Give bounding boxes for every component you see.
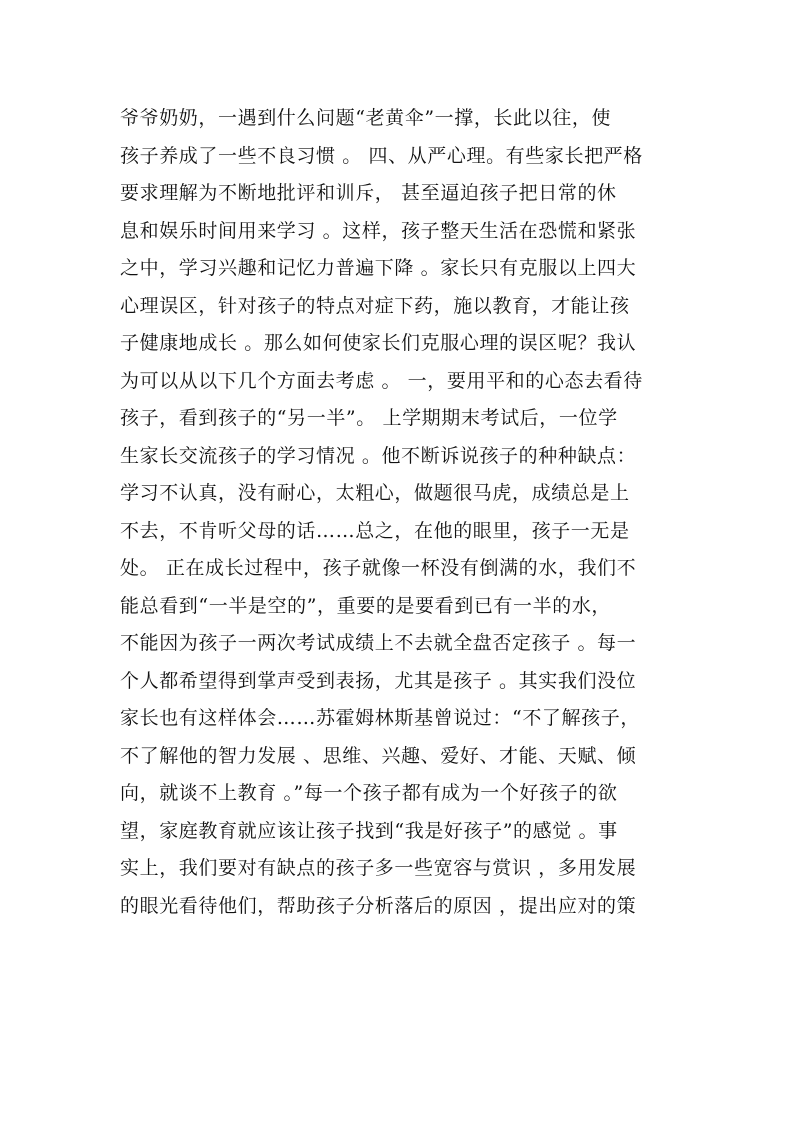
text-line: 子健康地成长 。那么如何使家长们克服心理的误区呢？我认 <box>120 332 637 354</box>
text-line: 为可以从以下几个方面去考虑 。 一，要用平和的心态去看待 <box>120 369 643 392</box>
text-line: 向，就谈不上教育 。”每一个孩子都有成为一个好孩子的欲 <box>120 782 618 804</box>
text-line: 实上，我们要对有缺点的孩子多一些宽容与赏识 ，多用发展 <box>120 857 637 879</box>
text-line: 不了解他的智力发展 、思维、兴趣、爱好、才能、天赋、倾 <box>120 744 637 767</box>
text-line: 望，家庭教育就应该让孩子找到“我是好孩子”的感觉 。事 <box>120 819 618 842</box>
text-line: 爷爷奶奶，一遇到什么问题“老黄伞”一撑，长此以往，使 <box>120 107 612 129</box>
text-line: 家长也有这样体会……苏霍姆林斯基曾说过：“不了解孩子， <box>120 707 640 729</box>
text-line: 不去，不肯听父母的话……总之，在他的眼里，孩子一无是 <box>120 519 630 542</box>
text-line: 学习不认真，没有耐心，太粗心，做题很马虎，成绩总是上 <box>120 482 630 504</box>
text-line: 的眼光看待他们，帮助孩子分析落后的原因 ，提出应对的策 <box>120 894 637 917</box>
text-line: 要求理解为不断地批评和训斥， 甚至逼迫孩子把日常的休 <box>120 182 617 204</box>
text-line: 孩子，看到孩子的“另一半”。 上学期期末考试后，一位学 <box>120 407 618 429</box>
text-line: 不能因为孩子一两次考试成绩上不去就全盘否定孩子 。每一 <box>120 632 637 654</box>
text-line: 心理误区，针对孩子的特点对症下药，施以教育，才能让孩 <box>120 294 630 317</box>
text-line: 息和娱乐时间用来学习 。这样，孩子整天生活在恐慌和紧张 <box>120 219 637 242</box>
text-line: 之中，学习兴趣和记忆力普遍下降 。家长只有克服以上四大 <box>120 257 637 279</box>
body-text <box>120 100 680 925</box>
text-line: 孩子养成了一些不良习惯 。 四、从严心理。有些家长把严格 <box>120 144 643 167</box>
text-line: 生家长交流孩子的学习情况 。他不断诉说孩子的种种缺点： <box>120 444 637 467</box>
text-line: 个人都希望得到掌声受到表扬，尤其是孩子 。其实我们没位 <box>120 669 637 692</box>
text-line: 处。 正在成长过程中，孩子就像一杯没有倒满的水，我们不 <box>120 557 637 579</box>
text-line: 能总看到“一半是空的”，重要的是要看到已有一半的水， <box>120 594 612 617</box>
